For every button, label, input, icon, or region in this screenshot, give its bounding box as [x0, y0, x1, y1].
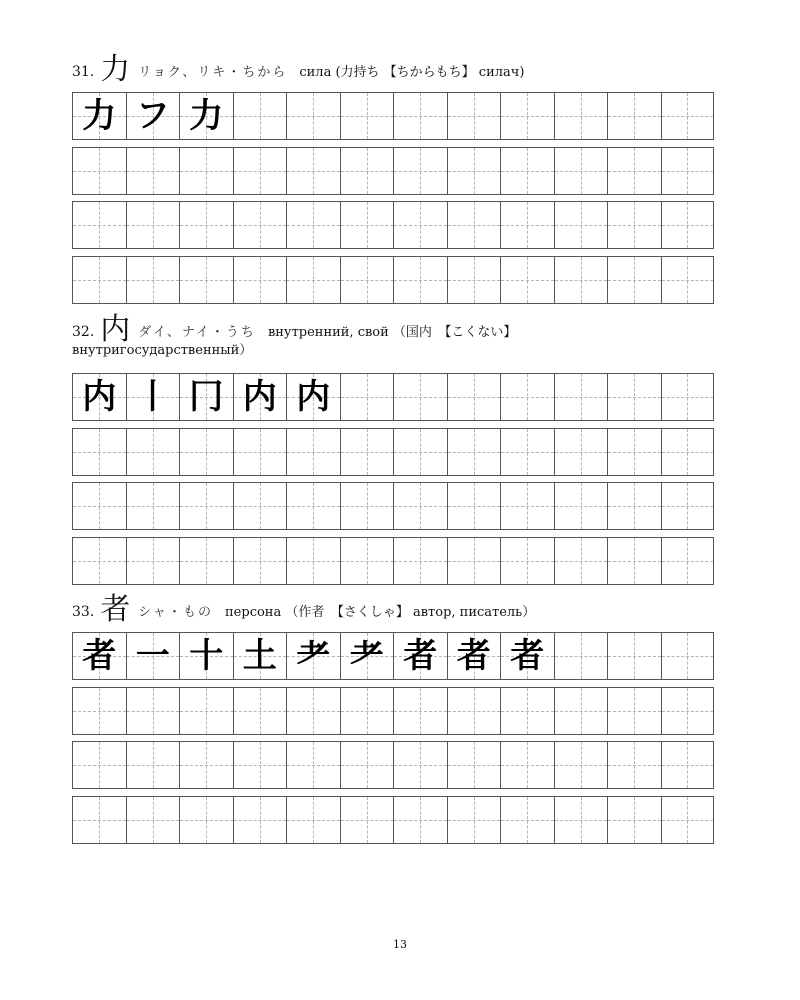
stroke-order-step: 土: [242, 636, 277, 676]
practice-cell[interactable]: [554, 147, 608, 195]
stroke-order-step: 者: [82, 636, 117, 676]
practice-cell[interactable]: [447, 373, 501, 421]
practice-cell[interactable]: [286, 428, 340, 476]
practice-cell[interactable]: [607, 482, 661, 530]
practice-cell[interactable]: [393, 741, 447, 789]
practice-cell[interactable]: [72, 537, 126, 585]
practice-row: [72, 201, 714, 249]
practice-cell[interactable]: [447, 201, 501, 249]
practice-grid: [72, 632, 714, 842]
practice-cell[interactable]: [233, 256, 287, 304]
practice-cell[interactable]: [286, 687, 340, 735]
practice-cell[interactable]: [607, 632, 661, 680]
stroke-order-step: 十: [189, 636, 224, 676]
practice-cell[interactable]: [447, 92, 501, 140]
practice-cell[interactable]: [500, 632, 554, 680]
practice-cell[interactable]: [72, 201, 126, 249]
practice-cell[interactable]: [233, 201, 287, 249]
practice-cell[interactable]: [286, 201, 340, 249]
practice-row: [72, 537, 714, 585]
practice-cell[interactable]: [554, 373, 608, 421]
practice-cell[interactable]: [179, 147, 233, 195]
practice-cell[interactable]: [447, 741, 501, 789]
practice-cell[interactable]: [233, 537, 287, 585]
practice-cell[interactable]: [393, 796, 447, 844]
stroke-order-step: 内: [296, 377, 331, 417]
practice-cell[interactable]: [554, 741, 608, 789]
practice-cell[interactable]: [500, 482, 554, 530]
practice-cell[interactable]: [661, 537, 715, 585]
practice-cell[interactable]: [340, 428, 394, 476]
practice-cell[interactable]: [179, 428, 233, 476]
practice-row: [72, 373, 714, 421]
entry-number: 32.: [72, 324, 95, 340]
practice-cell[interactable]: [554, 687, 608, 735]
practice-cell[interactable]: [500, 92, 554, 140]
stroke-order-step: 力: [189, 96, 224, 136]
practice-cell[interactable]: [233, 687, 287, 735]
practice-cell[interactable]: [554, 796, 608, 844]
practice-cell[interactable]: [607, 373, 661, 421]
practice-cell[interactable]: [447, 147, 501, 195]
practice-cell[interactable]: [661, 482, 715, 530]
practice-cell[interactable]: [661, 796, 715, 844]
practice-cell[interactable]: [554, 428, 608, 476]
practice-cell[interactable]: [393, 147, 447, 195]
practice-cell[interactable]: [554, 482, 608, 530]
practice-cell[interactable]: [179, 482, 233, 530]
practice-cell[interactable]: [126, 92, 180, 140]
practice-cell[interactable]: [500, 373, 554, 421]
entry-heading: [72, 312, 672, 360]
practice-cell[interactable]: [393, 687, 447, 735]
page-number: 13: [393, 938, 407, 951]
practice-cell[interactable]: [179, 256, 233, 304]
practice-cell[interactable]: [286, 796, 340, 844]
practice-cell[interactable]: [447, 256, 501, 304]
practice-cell[interactable]: [447, 537, 501, 585]
practice-cell[interactable]: [607, 428, 661, 476]
entry-kanji: 力: [100, 52, 131, 87]
practice-cell[interactable]: [233, 632, 287, 680]
practice-cell[interactable]: [286, 537, 340, 585]
entry-heading: [72, 52, 732, 87]
practice-cell[interactable]: [72, 256, 126, 304]
stroke-order-step: 耂: [296, 636, 331, 676]
practice-cell[interactable]: [393, 201, 447, 249]
practice-cell[interactable]: [126, 632, 180, 680]
practice-cell[interactable]: [340, 796, 394, 844]
practice-row: [72, 428, 714, 476]
practice-cell[interactable]: [233, 92, 287, 140]
practice-cell[interactable]: [286, 482, 340, 530]
practice-cell[interactable]: [447, 482, 501, 530]
practice-cell[interactable]: [179, 201, 233, 249]
practice-cell[interactable]: [500, 741, 554, 789]
practice-cell[interactable]: [340, 373, 394, 421]
practice-cell[interactable]: [340, 741, 394, 789]
practice-cell[interactable]: [340, 482, 394, 530]
practice-cell[interactable]: [393, 537, 447, 585]
practice-cell[interactable]: [340, 201, 394, 249]
practice-cell[interactable]: [607, 201, 661, 249]
entry-kanji: 内: [100, 312, 131, 347]
stroke-order-step: 者: [403, 636, 438, 676]
practice-cell[interactable]: [233, 147, 287, 195]
practice-cell[interactable]: [554, 256, 608, 304]
practice-cell[interactable]: [72, 373, 126, 421]
practice-cell[interactable]: [179, 687, 233, 735]
practice-cell[interactable]: [233, 741, 287, 789]
entry-meaning: внутренний, свой （国内 【こくない】 внутригосударственный）: [72, 325, 517, 358]
practice-cell[interactable]: [554, 201, 608, 249]
practice-cell[interactable]: [500, 428, 554, 476]
practice-row: [72, 632, 714, 680]
practice-cell[interactable]: [393, 428, 447, 476]
practice-row: [72, 741, 714, 789]
entry-meaning: сила (力持ち 【ちからもち】 силач): [299, 65, 525, 80]
practice-cell[interactable]: [286, 147, 340, 195]
practice-cell[interactable]: [554, 632, 608, 680]
practice-row: [72, 687, 714, 735]
practice-row: [72, 147, 714, 195]
entry-number: 33.: [72, 604, 95, 620]
practice-cell[interactable]: [233, 428, 287, 476]
practice-cell[interactable]: [126, 687, 180, 735]
practice-cell[interactable]: [126, 256, 180, 304]
practice-cell[interactable]: [340, 147, 394, 195]
stroke-order-step: 者: [456, 636, 491, 676]
practice-cell[interactable]: [126, 147, 180, 195]
practice-cell[interactable]: [607, 147, 661, 195]
practice-cell[interactable]: [340, 632, 394, 680]
entry-reading: リョク、リキ・ちから: [138, 65, 288, 80]
stroke-order-step: 者: [510, 636, 545, 676]
stroke-order-step: 冂: [189, 377, 224, 417]
practice-cell[interactable]: [393, 92, 447, 140]
practice-row: [72, 92, 714, 140]
practice-cell[interactable]: [500, 537, 554, 585]
practice-cell[interactable]: [500, 147, 554, 195]
stroke-order-step: 丨: [135, 377, 170, 417]
practice-cell[interactable]: [72, 632, 126, 680]
practice-cell[interactable]: [554, 537, 608, 585]
practice-cell[interactable]: [72, 796, 126, 844]
stroke-order-step: フ: [135, 96, 170, 136]
practice-cell[interactable]: [661, 373, 715, 421]
practice-cell[interactable]: [661, 632, 715, 680]
practice-cell[interactable]: [447, 687, 501, 735]
practice-cell[interactable]: [607, 256, 661, 304]
practice-cell[interactable]: [126, 741, 180, 789]
practice-cell[interactable]: [607, 741, 661, 789]
practice-cell[interactable]: [447, 428, 501, 476]
practice-cell[interactable]: [447, 632, 501, 680]
practice-cell[interactable]: [126, 428, 180, 476]
practice-cell[interactable]: [393, 256, 447, 304]
practice-cell[interactable]: [393, 373, 447, 421]
stroke-order-step: 内: [82, 377, 117, 417]
practice-cell[interactable]: [340, 92, 394, 140]
entry-kanji: 者: [100, 592, 131, 627]
practice-cell[interactable]: [126, 373, 180, 421]
stroke-order-step: 耂: [349, 636, 384, 676]
stroke-order-step: 内: [242, 377, 277, 417]
practice-cell[interactable]: [72, 482, 126, 530]
practice-cell[interactable]: [286, 256, 340, 304]
stroke-order-step: 力: [82, 96, 117, 136]
practice-cell[interactable]: [72, 92, 126, 140]
practice-cell[interactable]: [661, 256, 715, 304]
practice-cell[interactable]: [340, 687, 394, 735]
practice-cell[interactable]: [500, 256, 554, 304]
practice-cell[interactable]: [607, 796, 661, 844]
practice-cell[interactable]: [661, 147, 715, 195]
practice-cell[interactable]: [340, 256, 394, 304]
entry-reading: ダイ、ナイ・うち: [138, 325, 256, 340]
practice-cell[interactable]: [661, 428, 715, 476]
practice-cell[interactable]: [126, 796, 180, 844]
entry-reading: シャ・もの: [138, 605, 214, 620]
practice-cell[interactable]: [393, 632, 447, 680]
practice-cell[interactable]: [179, 92, 233, 140]
practice-cell[interactable]: [179, 537, 233, 585]
practice-cell[interactable]: [286, 92, 340, 140]
entry-number: 31.: [72, 64, 95, 80]
practice-cell[interactable]: [72, 147, 126, 195]
practice-cell[interactable]: [607, 92, 661, 140]
practice-cell[interactable]: [72, 687, 126, 735]
practice-row: [72, 796, 714, 844]
practice-row: [72, 482, 714, 530]
practice-cell[interactable]: [179, 632, 233, 680]
practice-cell[interactable]: [340, 537, 394, 585]
practice-cell[interactable]: [179, 796, 233, 844]
practice-cell[interactable]: [286, 741, 340, 789]
practice-cell[interactable]: [661, 687, 715, 735]
practice-cell[interactable]: [393, 482, 447, 530]
practice-cell[interactable]: [500, 796, 554, 844]
entry-meaning: персона （作者 【さくしゃ】 автор, писатель）: [225, 605, 536, 620]
practice-cell[interactable]: [126, 537, 180, 585]
practice-grid: [72, 373, 714, 583]
practice-cell[interactable]: [500, 687, 554, 735]
practice-cell[interactable]: [286, 632, 340, 680]
practice-cell[interactable]: [554, 92, 608, 140]
practice-cell[interactable]: [72, 428, 126, 476]
practice-cell[interactable]: [179, 373, 233, 421]
practice-cell[interactable]: [661, 201, 715, 249]
practice-cell[interactable]: [179, 741, 233, 789]
practice-cell[interactable]: [233, 373, 287, 421]
entry-heading: [72, 592, 732, 627]
practice-row: [72, 256, 714, 304]
practice-cell[interactable]: [661, 741, 715, 789]
practice-cell[interactable]: [661, 92, 715, 140]
practice-cell[interactable]: [500, 201, 554, 249]
practice-cell[interactable]: [607, 537, 661, 585]
practice-cell[interactable]: [126, 201, 180, 249]
practice-grid: [72, 92, 714, 302]
practice-cell[interactable]: [286, 373, 340, 421]
practice-cell[interactable]: [447, 796, 501, 844]
practice-cell[interactable]: [72, 741, 126, 789]
practice-cell[interactable]: [233, 796, 287, 844]
stroke-order-step: 一: [135, 636, 170, 676]
practice-cell[interactable]: [233, 482, 287, 530]
practice-cell[interactable]: [126, 482, 180, 530]
practice-cell[interactable]: [607, 687, 661, 735]
